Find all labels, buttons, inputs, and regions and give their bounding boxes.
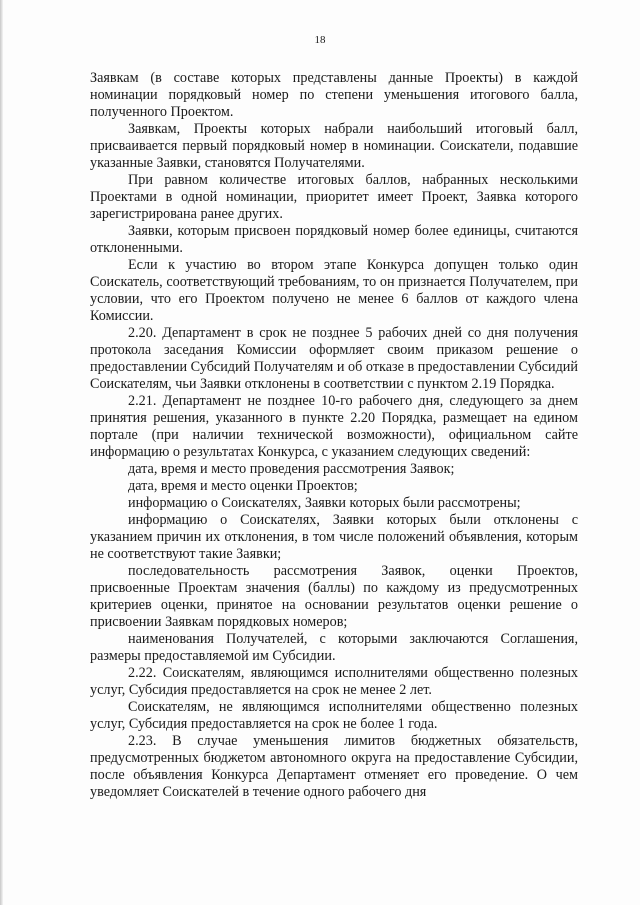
paragraph: Заявки, которым присвоен порядковый номер более единицы, считаются отклоненными. — [90, 223, 578, 256]
document-body — [90, 70, 578, 801]
paragraph: 2.23. В случае уменьшения лимитов бюджетных обязательств, предусмотренных бюджетом автономного округа на предоставление Субсидии, после объявления Конкурса Департамент отменяет его проведение. О чем уведомляет Соискателей в течение одного рабочего дня — [90, 733, 578, 800]
paragraph: наименования Получателей, с которыми заключаются Соглашения, размеры предоставляемой им Субсидии. — [90, 631, 578, 664]
paragraph: дата, время и место проведения рассмотрения Заявок; — [128, 461, 455, 477]
paragraph: Заявкам (в составе которых представлены данные Проекты) в каждой номинации порядковый номер по степени уменьшения итогового балла, полученного Проектом. — [90, 70, 578, 120]
paragraph: Соискателям, не являющимся исполнителями общественно полезных услуг, Субсидия предоставляется на срок не более 1 года. — [90, 699, 578, 732]
paragraph: информацию о Соискателях, Заявки которых были рассмотрены; — [128, 495, 521, 511]
paragraph: 2.22. Соискателям, являющимся исполнителями общественно полезных услуг, Субсидия предоставляется на срок не менее 2 лет. — [90, 665, 578, 698]
paragraph: 2.21. Департамент не позднее 10-го рабочего дня, следующего за днем принятия решения, указанного в пункте 2.20 Порядка, размещает на едином портале (при наличии технической возможности), официальном сайте информацию о результатах Конкурса, с указанием следующих сведений: — [90, 393, 578, 460]
paragraph: 2.20. Департамент в срок не позднее 5 рабочих дней со дня получения протокола заседания Комиссии оформляет своим приказом решение о предоставлении Субсидий Получателям и об отказе в предоставлении Субсидий Соискателям, чьи Заявки отклонены в соответствии с пунктом 2.19 Порядка. — [90, 325, 578, 392]
paragraph: дата, время и место оценки Проектов; — [128, 478, 358, 494]
paragraph: Если к участию во втором этапе Конкурса допущен только один Соискатель, соответствующий требованиям, то он признается Получателем, при условии, что его Проектом получено не менее 6 баллов от каждого члена Комиссии. — [90, 257, 578, 324]
page-number: 18 — [314, 34, 326, 46]
paragraph: информацию о Соискателях, Заявки которых были отклонены с указанием причин их отклонения, в том числе положений объявления, которым не соответствуют такие Заявки; — [90, 512, 578, 562]
scan-edge — [0, 0, 3, 905]
paragraph: последовательность рассмотрения Заявок, оценки Проектов, присвоенные Проектам значения (баллы) по каждому из предусмотренных критериев оценки, принятое на основании результатов оценки решение о присвоении Заявкам порядковых номеров; — [90, 563, 578, 630]
paragraph: Заявкам, Проекты которых набрали наибольший итоговый балл, присваивается первый порядковый номер в номинации. Соискатели, подавшие указанные Заявки, становятся Получателями. — [90, 121, 578, 171]
paragraph: При равном количестве итоговых баллов, набранных несколькими Проектами в одной номинации, приоритет имеет Проект, Заявка которого зарегистрирована ранее других. — [90, 172, 578, 222]
